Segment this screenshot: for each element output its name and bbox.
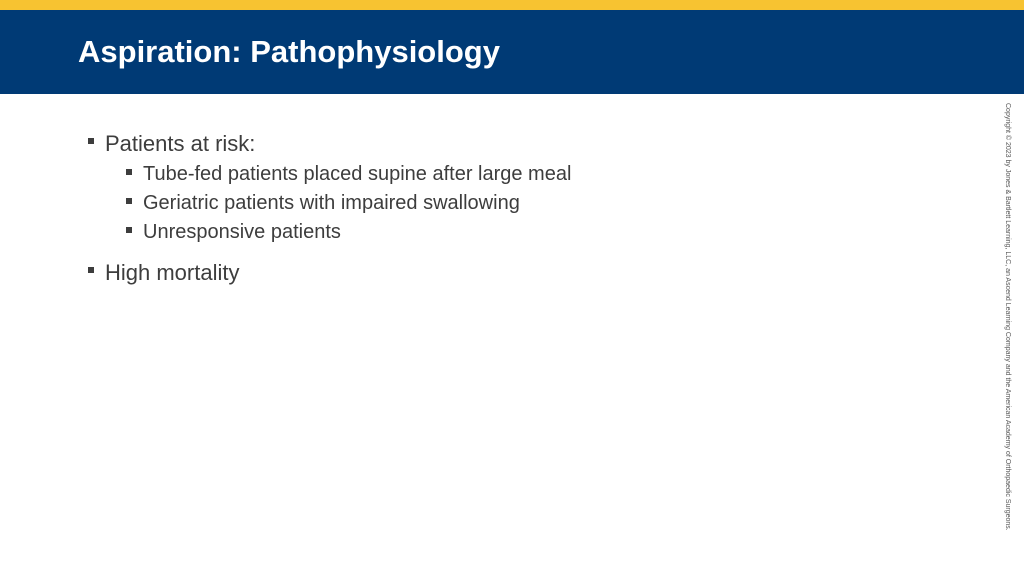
sub-bullet-geriatric — [126, 189, 968, 218]
sub-bullet-tube-fed — [126, 160, 968, 189]
sub-bullet-unresponsive — [126, 218, 968, 247]
bullet-high-mortality — [88, 257, 968, 289]
slide-title: Aspiration: Pathophysiology — [78, 34, 500, 69]
sub-bullet-text: Tube-fed patients placed supine after large meal — [143, 163, 572, 185]
square-bullet-icon — [88, 138, 94, 144]
copyright-notice: Copyright © 2023 by Jones & Bartlett Learning, LLC, an Ascend Learning Company and the American Academy of Orthopaedic Surgeons. — [1004, 103, 1011, 531]
accent-stripe — [0, 0, 1024, 10]
square-bullet-icon — [88, 267, 94, 273]
sub-bullet-text: Geriatric patients with impaired swallowing — [143, 192, 520, 214]
sub-bullet-text: Unresponsive patients — [143, 221, 341, 243]
square-bullet-icon — [126, 198, 132, 204]
bullet-list — [88, 128, 968, 289]
bullet-text: Patients at risk: — [105, 131, 256, 156]
bullet-patients-at-risk — [88, 128, 968, 160]
sub-bullet-list — [88, 160, 968, 247]
square-bullet-icon — [126, 227, 132, 233]
bullet-text: High mortality — [105, 260, 240, 285]
square-bullet-icon — [126, 169, 132, 175]
